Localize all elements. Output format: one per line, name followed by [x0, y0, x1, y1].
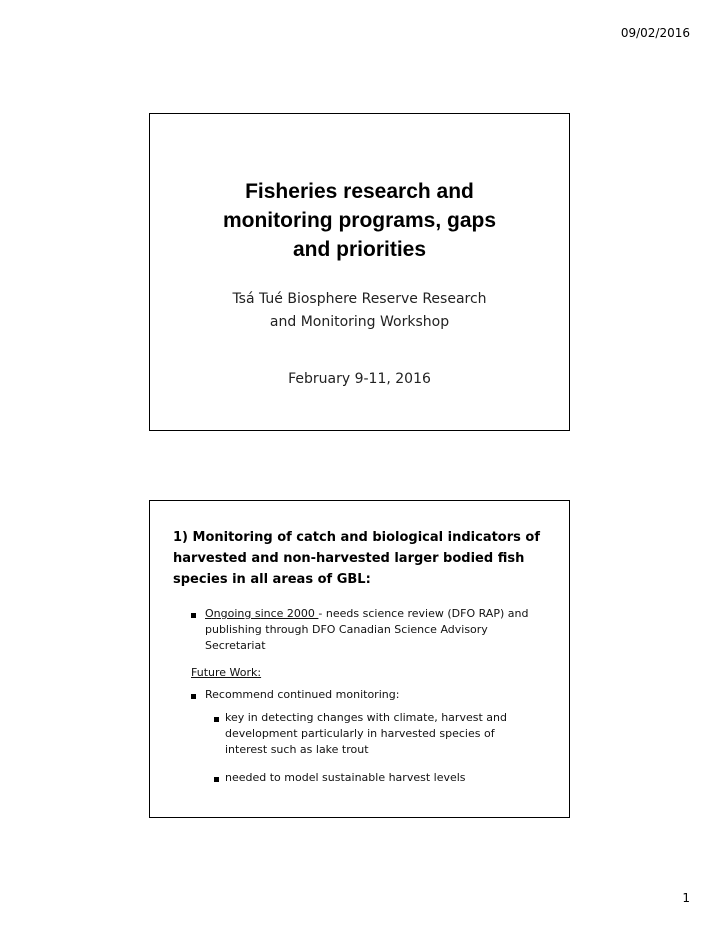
sub-list-item: needed to model sustainable harvest levels [225, 771, 466, 784]
page-date: 09/02/2016 [620, 26, 690, 40]
content-slide [149, 500, 570, 818]
square-bullet-icon [191, 694, 196, 699]
list-item: Recommend continued monitoring: [205, 688, 400, 701]
slide-subtitle [150, 288, 569, 334]
list-item-text: interest such as lake trout [225, 743, 369, 756]
slide-title [150, 177, 569, 264]
page-number: 1 [682, 891, 690, 905]
square-bullet-icon [191, 613, 196, 618]
slide-heading [173, 527, 555, 590]
slide-title-line: Fisheries research and [245, 180, 474, 203]
list-item [205, 606, 528, 654]
slide-subtitle-line: Tsá Tué Biosphere Reserve Research [232, 291, 487, 307]
list-item-text: Secretariat [205, 639, 266, 652]
future-work-label: Future Work: [191, 666, 262, 679]
list-item-text: publishing through DFO Canadian Science Advisory [205, 623, 488, 636]
slide-heading-line: species in all areas of GBL: [173, 572, 371, 587]
square-bullet-icon [214, 717, 219, 722]
slide-title-line: monitoring programs, gaps [222, 209, 497, 232]
slide-subtitle-line: and Monitoring Workshop [269, 314, 450, 330]
square-bullet-icon [214, 777, 219, 782]
ongoing-label: Ongoing since 2000 [205, 607, 319, 620]
slide-heading-line: 1) Monitoring of catch and biological indicators of [173, 530, 541, 545]
list-item-text: - needs science review (DFO RAP) and [318, 607, 529, 620]
sub-list-item [225, 710, 507, 758]
list-item-text: key in detecting changes with climate, harvest and [225, 711, 507, 724]
title-slide [149, 113, 570, 431]
slide-title-line: and priorities [292, 238, 427, 261]
slide-heading-line: harvested and non-harvested larger bodied fish [173, 551, 525, 566]
slide-date: February 9-11, 2016 [288, 371, 431, 387]
list-item-text: development particularly in harvested species of [225, 727, 495, 740]
